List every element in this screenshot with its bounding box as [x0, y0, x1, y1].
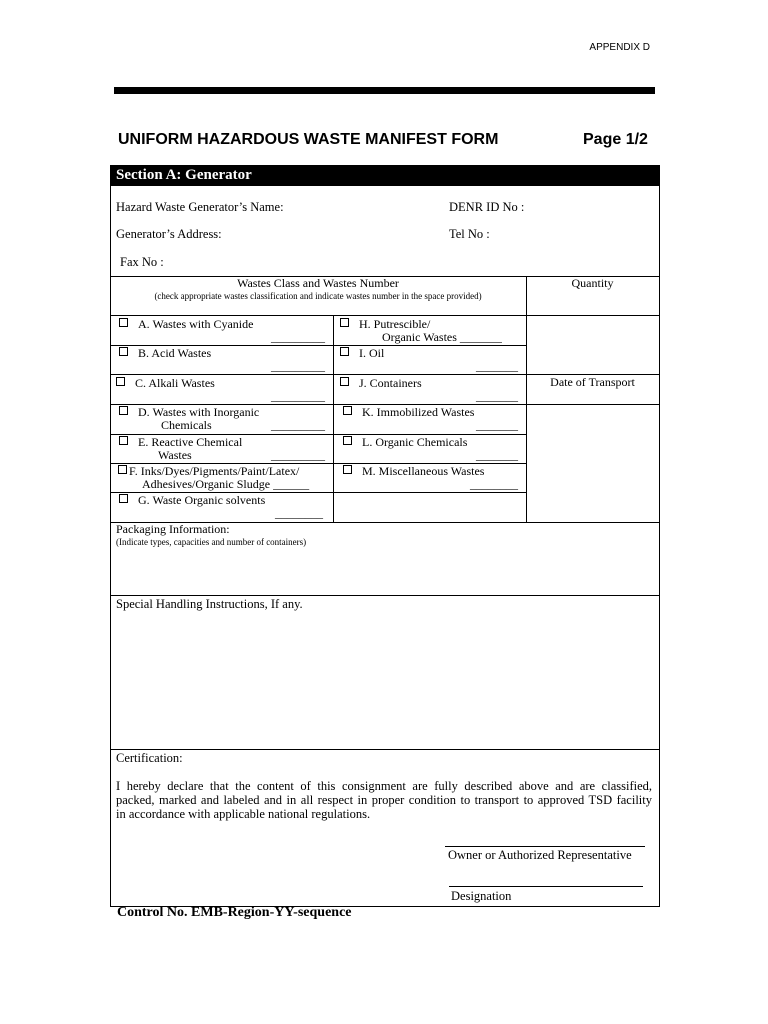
denr-id-label: DENR ID No :	[449, 200, 525, 214]
tel-label: Tel No :	[449, 227, 490, 241]
designation-line[interactable]	[449, 886, 643, 887]
special-handling-label: Special Handling Instructions, If any.	[116, 597, 303, 611]
waste-class-f[interactable]: F. Inks/Dyes/Pigments/Paint/Latex/ Adhesives/Organic Sludge ______	[118, 465, 332, 491]
wastes-subheader: (check appropriate wastes classification and indicate wastes number in the space provided)	[154, 291, 482, 301]
fax-label: Fax No :	[120, 255, 164, 269]
waste-class-i[interactable]: I. Oil _______	[340, 347, 522, 373]
waste-class-m[interactable]: M. Miscellaneous Wastes ________	[343, 465, 522, 491]
waste-class-c[interactable]: C. Alkali Wastes _________	[116, 377, 329, 403]
owner-signature-line[interactable]	[445, 846, 645, 847]
checkbox[interactable]	[343, 436, 352, 445]
checkbox[interactable]	[119, 347, 128, 356]
owner-label: Owner or Authorized Representative	[448, 848, 632, 862]
middle-divider	[333, 315, 334, 522]
checkbox[interactable]	[116, 377, 125, 386]
checkbox[interactable]	[118, 465, 127, 474]
waste-class-d[interactable]: D. Wastes with Inorganic Chemicals _________	[119, 406, 329, 432]
checkbox[interactable]	[119, 436, 128, 445]
control-number: Control No. EMB-Region-YY-sequence	[117, 905, 352, 920]
certification-statement: I hereby declare that the content of this consignment are fully described above and are classified, packed, marked and labeled and in all respect in proper condition to transport to approved TSD facility in accordance with applicable national regulations.	[116, 779, 652, 821]
packaging-bottom-line	[110, 595, 659, 596]
quantity-label: Quantity	[571, 276, 614, 290]
section-a-heading: Section A: Generator	[110, 165, 660, 186]
header-rule	[114, 87, 655, 94]
waste-class-j[interactable]: J. Containers _______	[340, 377, 522, 403]
waste-class-e[interactable]: E. Reactive Chemical Wastes _________	[119, 436, 329, 462]
checkbox[interactable]	[343, 465, 352, 474]
checkbox[interactable]	[340, 377, 349, 386]
form-title: UNIFORM HAZARDOUS WASTE MANIFEST FORM	[118, 131, 499, 148]
quantity-divider	[526, 276, 527, 522]
checkbox[interactable]	[343, 406, 352, 415]
checkbox[interactable]	[119, 318, 128, 327]
designation-label: Designation	[451, 889, 512, 903]
table-header-line	[110, 315, 659, 316]
checkbox[interactable]	[119, 406, 128, 415]
waste-class-l[interactable]: L. Organic Chemicals _______	[343, 436, 522, 462]
checkbox[interactable]	[119, 494, 128, 503]
date-of-transport-label: Date of Transport	[550, 375, 635, 389]
packaging-label: Packaging Information:	[116, 522, 230, 536]
generator-address-label: Generator’s Address:	[116, 227, 222, 241]
checkbox[interactable]	[340, 347, 349, 356]
certification-label: Certification:	[116, 751, 183, 765]
appendix-label: APPENDIX D	[589, 42, 650, 53]
page-number: Page 1/2	[583, 131, 648, 148]
waste-class-g[interactable]: G. Waste Organic solvents ________	[119, 494, 329, 520]
checkbox[interactable]	[340, 318, 349, 327]
handling-bottom-line	[110, 749, 659, 750]
waste-class-a[interactable]: A. Wastes with Cyanide _________	[119, 318, 329, 344]
wastes-header: Wastes Class and Wastes Number	[237, 276, 399, 290]
generator-name-label: Hazard Waste Generator’s Name:	[116, 200, 284, 214]
waste-class-k[interactable]: K. Immobilized Wastes _______	[343, 406, 522, 432]
waste-class-b[interactable]: B. Acid Wastes _________	[119, 347, 329, 373]
packaging-note: (Indicate types, capacities and number of containers)	[116, 537, 307, 547]
waste-class-h[interactable]: H. Putrescible/ Organic Wastes _______	[340, 318, 522, 344]
